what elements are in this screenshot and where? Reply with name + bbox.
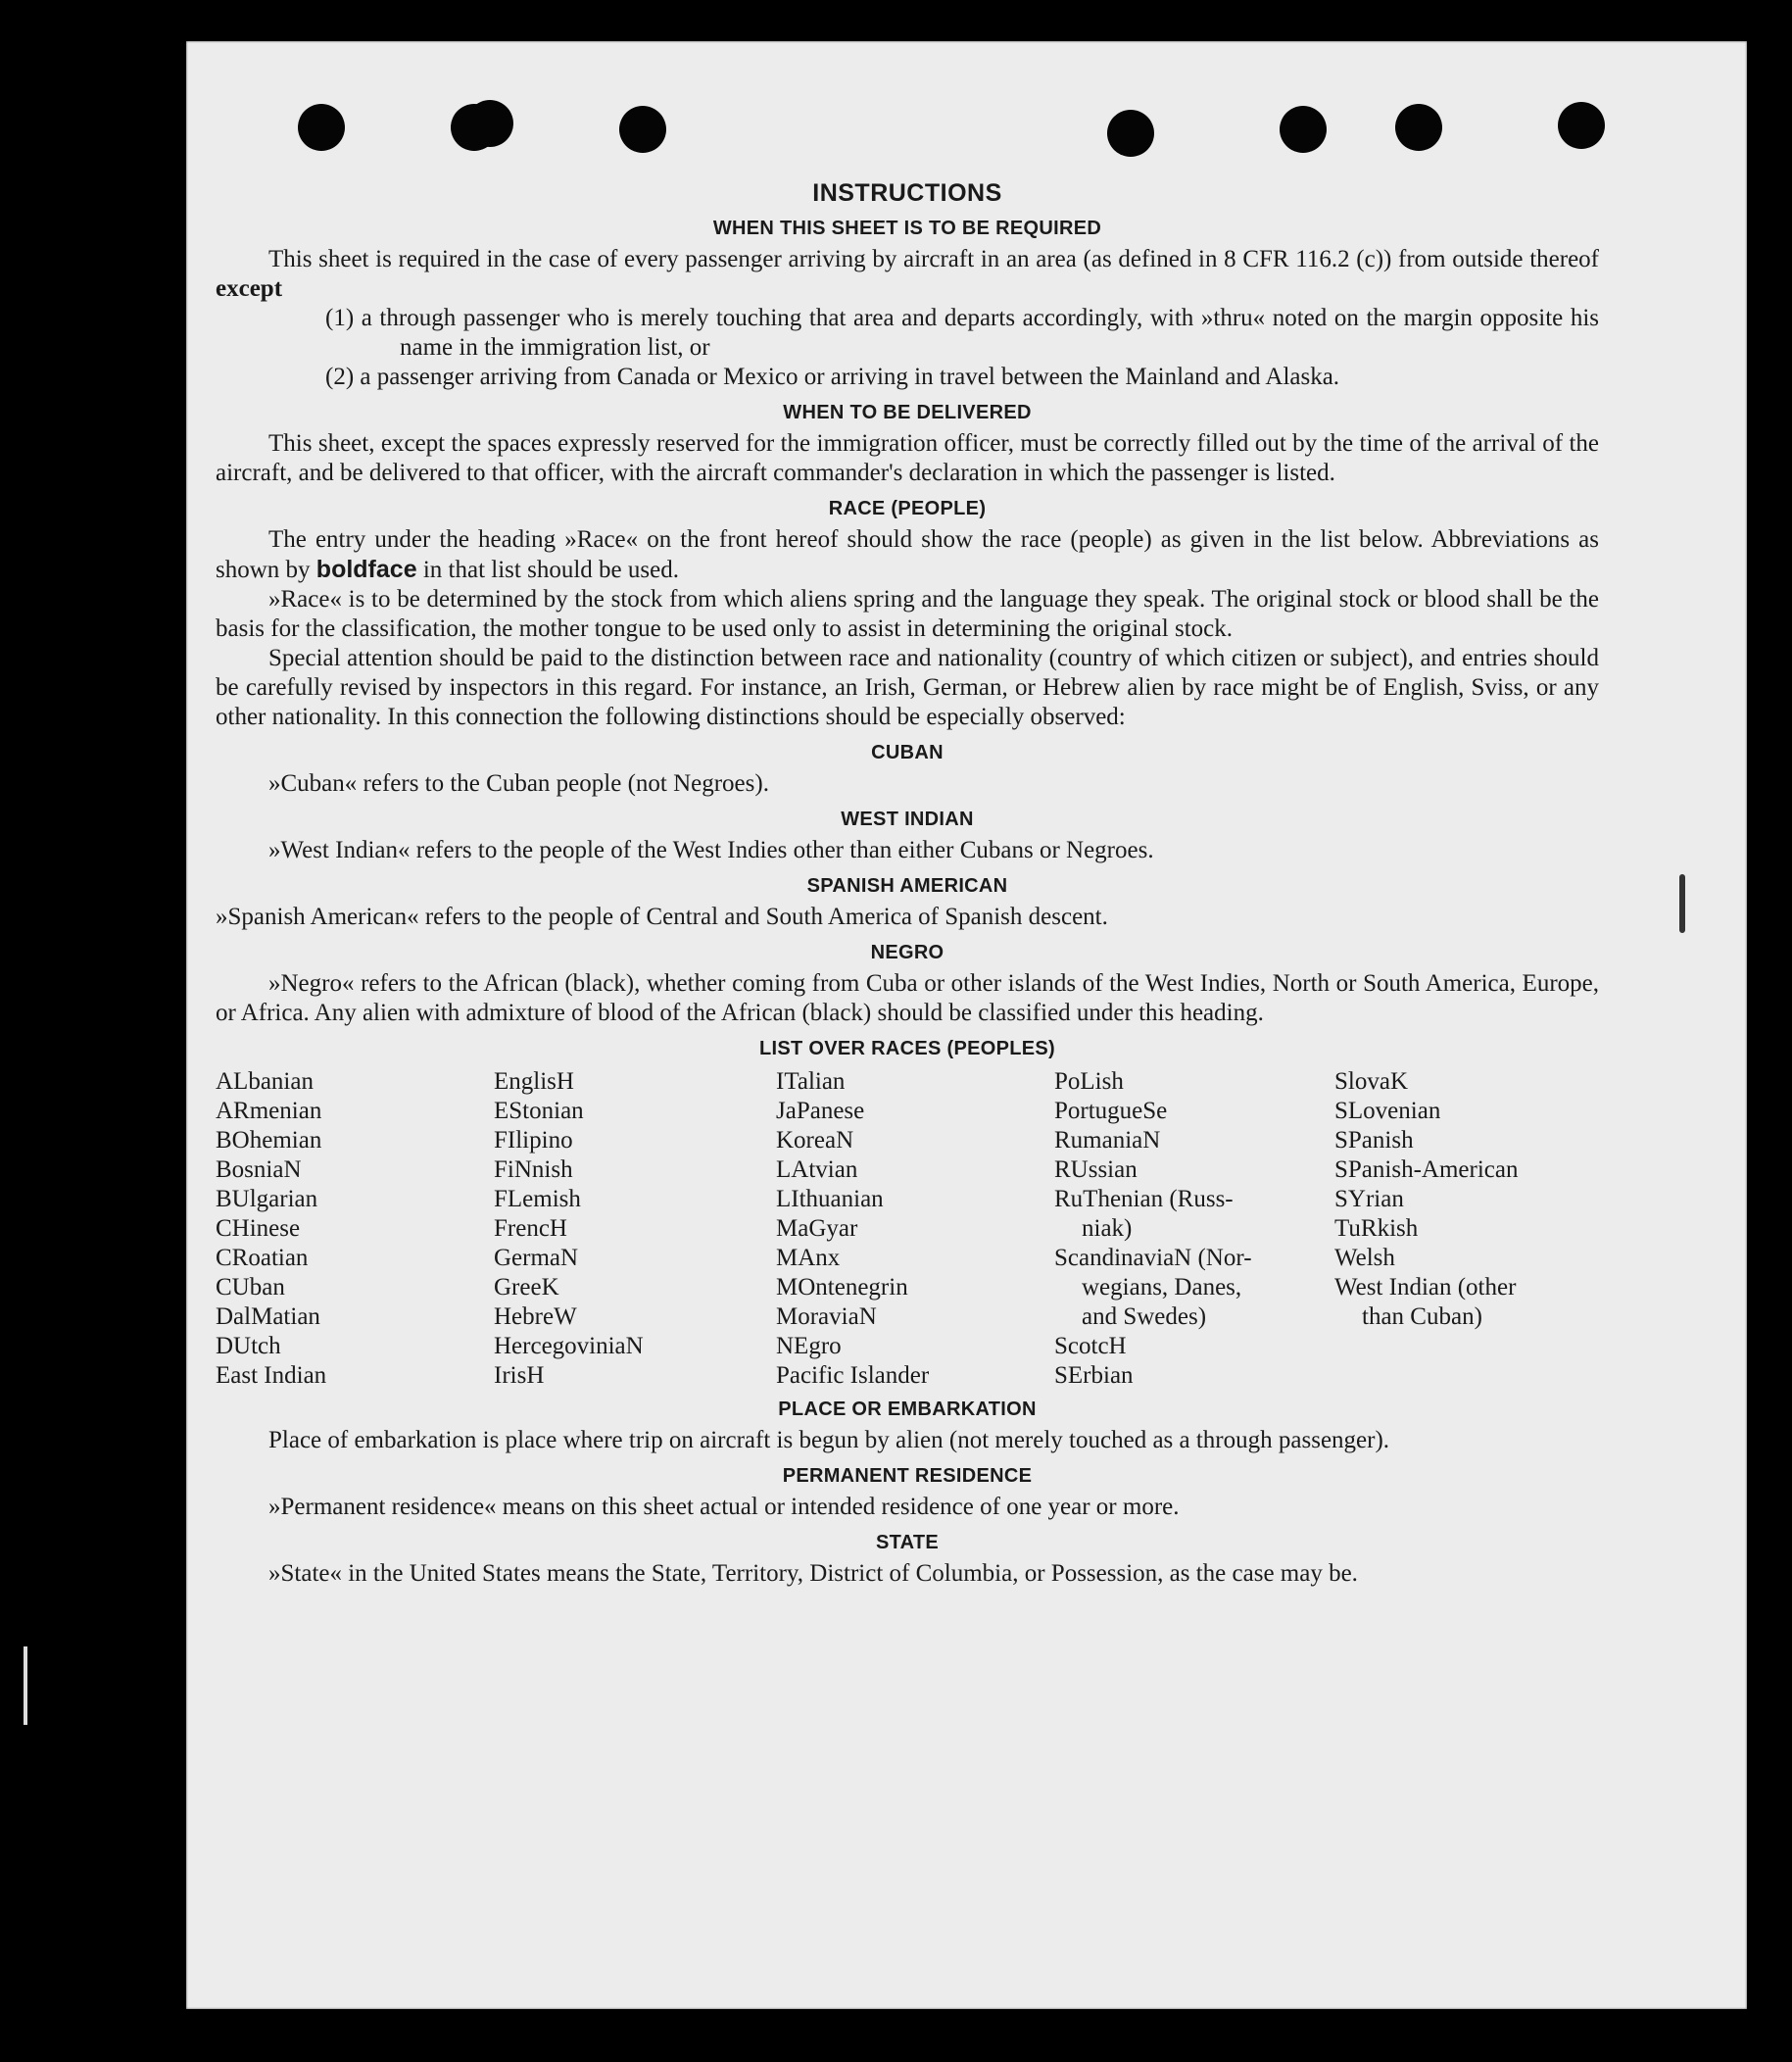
- punch-hole: [619, 106, 666, 153]
- list-item: SPanish-American: [1334, 1156, 1519, 1183]
- text-span: in that list should be used.: [416, 557, 679, 583]
- list-item: NEgro: [776, 1333, 842, 1359]
- list-item: ARmenian: [216, 1098, 322, 1124]
- punch-hole: [1395, 104, 1442, 151]
- scan-mark: [1679, 874, 1685, 933]
- list-item: RUssian: [1054, 1156, 1138, 1183]
- heading-race: RACE (PEOPLE): [828, 498, 987, 519]
- list-item-continuation: than Cuban): [1362, 1303, 1482, 1330]
- list-item: CHinese: [216, 1215, 301, 1242]
- list-item-continuation: wegians, Danes,: [1082, 1274, 1242, 1301]
- list-item: BOhemian: [216, 1127, 322, 1154]
- heading-west-indian: WEST INDIAN: [841, 809, 974, 830]
- list-item: JaPanese: [776, 1098, 865, 1124]
- paragraph-when-delivered: This sheet, except the spaces expressly reserved for the immigration officer, must be correctly filled out by the time of the arrival of the aircraft, and be delivered to that officer, with the aircraft commander's declaration in which the passenger is listed.: [216, 430, 1599, 486]
- list-item: Welsh: [1334, 1245, 1395, 1271]
- punch-hole: [298, 104, 345, 151]
- list-item: DalMatian: [216, 1303, 320, 1330]
- heading-when-delivered: WHEN TO BE DELIVERED: [783, 402, 1032, 423]
- list-item-continuation: and Swedes): [1082, 1303, 1207, 1330]
- heading-when-required: WHEN THIS SHEET IS TO BE REQUIRED: [712, 218, 1102, 239]
- paragraph-cuban: »Cuban« refers to the Cuban people (not Negroes).: [268, 770, 769, 797]
- heading-residence: PERMANENT RESIDENCE: [782, 1465, 1033, 1487]
- list-item: ITalian: [776, 1068, 846, 1095]
- list-item: ALbanian: [216, 1068, 314, 1095]
- list-item: EStonian: [494, 1098, 584, 1124]
- list-item: FiNnish: [494, 1156, 573, 1183]
- list-item: HebreW: [494, 1303, 577, 1330]
- bold-text: except: [216, 275, 283, 302]
- list-item: TuRkish: [1334, 1215, 1419, 1242]
- paragraph-race-3: Special attention should be paid to the distinction between race and nationality (country of which citizen or subject), and entries should be carefully revised by inspectors in this regard. For instance, an Irish, German, or Hebrew alien by race might be of English, Sviss, or any other nationality. In this connection the following distinctions should be especially observed:: [216, 645, 1599, 730]
- text-span: This sheet is required in the case of every passenger arriving by aircraft in an area (as defined in 8 CFR 116.2 (c)) from outside thereof: [268, 246, 1599, 272]
- list-item: MoraviaN: [776, 1303, 877, 1330]
- races-list: [216, 1067, 1599, 1391]
- paragraph-spanish-american: »Spanish American« refers to the people of Central and South America of Spanish descent.: [216, 904, 1108, 930]
- list-item-continuation: niak): [1082, 1215, 1133, 1242]
- list-item: IrisH: [494, 1362, 545, 1389]
- list-item: GreeK: [494, 1274, 559, 1301]
- scan-mark: [24, 1646, 27, 1725]
- list-item-2: (2) a passenger arriving from Canada or Mexico or arriving in travel between the Mainland and Alaska.: [325, 364, 1340, 390]
- list-item: FIlipino: [494, 1127, 573, 1154]
- list-item: SlovaK: [1334, 1068, 1408, 1095]
- list-item: MaGyar: [776, 1215, 858, 1242]
- races-column-4: [1054, 1067, 1334, 1391]
- list-item: KoreaN: [776, 1127, 854, 1154]
- list-item: PortugueSe: [1054, 1098, 1168, 1124]
- punch-hole: [1107, 110, 1154, 157]
- paragraph-residence: »Permanent residence« means on this sheet actual or intended residence of one year or more.: [268, 1494, 1180, 1520]
- paragraph-race-2: »Race« is to be determined by the stock from which aliens spring and the language they speak. The original stock or blood shall be the basis for the classification, the mother tongue to be used only to assist in determining the original stock.: [216, 586, 1599, 642]
- list-item: SLovenian: [1334, 1098, 1441, 1124]
- paragraph-when-required: [216, 245, 1599, 304]
- instructions-content: [216, 178, 1599, 1589]
- paragraph-west-indian: »West Indian« refers to the people of the West Indies other than either Cubans or Negroes.: [268, 837, 1154, 863]
- list-item: MAnx: [776, 1245, 841, 1271]
- races-column-3: [776, 1067, 1054, 1391]
- list-item: EnglisH: [494, 1068, 574, 1095]
- heading-cuban: CUBAN: [871, 742, 944, 763]
- list-item: SYrian: [1334, 1186, 1404, 1212]
- heading-embarkation: PLACE OR EMBARKATION: [778, 1399, 1037, 1420]
- list-item: East Indian: [216, 1362, 327, 1389]
- list-item: CUban: [216, 1274, 285, 1301]
- paragraph-race-1: [216, 525, 1599, 585]
- list-item: RumaniaN: [1054, 1127, 1161, 1154]
- list-item: BUlgarian: [216, 1186, 318, 1212]
- list-item: LAtvian: [776, 1156, 858, 1183]
- list-item: FrencH: [494, 1215, 567, 1242]
- list-item: ScotcH: [1054, 1333, 1127, 1359]
- list-item: DUtch: [216, 1333, 281, 1359]
- punch-hole: [1280, 106, 1327, 153]
- paragraph-negro: »Negro« refers to the African (black), whether coming from Cuba or other islands of the West Indies, North or South America, Europe, or Africa. Any alien with admixture of blood of the African (black) should be classified under this heading.: [216, 970, 1599, 1026]
- list-item: SErbian: [1054, 1362, 1134, 1389]
- heading-negro: NEGRO: [870, 942, 944, 963]
- punch-hole: [1558, 102, 1605, 149]
- punch-hole: [466, 100, 513, 147]
- page-title: INSTRUCTIONS: [812, 179, 1002, 207]
- paragraph-state: »State« in the United States means the State, Territory, District of Columbia, or Possession, as the case may be.: [268, 1560, 1358, 1587]
- list-item: SPanish: [1334, 1127, 1414, 1154]
- list-item-1: (1) a through passenger who is merely touching that area and departs accordingly, with »thru« noted on the margin opposite his name in the immigration list, or: [325, 305, 1599, 361]
- text-span: The entry under the heading »Race« on the front hereof should show the race (people) as given in the list below. Abbreviations as shown by: [216, 526, 1599, 583]
- list-item: ScandinaviaN (Nor-: [1054, 1245, 1252, 1271]
- heading-list-races: LIST OVER RACES (PEOPLES): [759, 1038, 1055, 1059]
- list-item: West Indian (other: [1334, 1274, 1517, 1301]
- list-item: FLemish: [494, 1186, 581, 1212]
- list-item: LIthuanian: [776, 1186, 884, 1212]
- list-item: BosniaN: [216, 1156, 302, 1183]
- paragraph-embarkation: Place of embarkation is place where trip on aircraft is begun by alien (not merely touched as a through passenger).: [268, 1427, 1390, 1453]
- list-item: RuThenian (Russ-: [1054, 1186, 1234, 1212]
- list-item: Pacific Islander: [776, 1362, 930, 1389]
- list-item: HercegoviniaN: [494, 1333, 644, 1359]
- races-column-2: [494, 1067, 776, 1391]
- list-item: MOntenegrin: [776, 1274, 908, 1301]
- list-item: GermaN: [494, 1245, 579, 1271]
- heading-spanish-american: SPANISH AMERICAN: [806, 875, 1008, 897]
- heading-state: STATE: [875, 1532, 940, 1553]
- list-item: CRoatian: [216, 1245, 309, 1271]
- races-column-5: [1334, 1067, 1599, 1391]
- document-page: [186, 41, 1747, 2009]
- list-item: PoLish: [1054, 1068, 1124, 1095]
- bold-text: boldface: [315, 556, 417, 583]
- races-column-1: [216, 1067, 494, 1391]
